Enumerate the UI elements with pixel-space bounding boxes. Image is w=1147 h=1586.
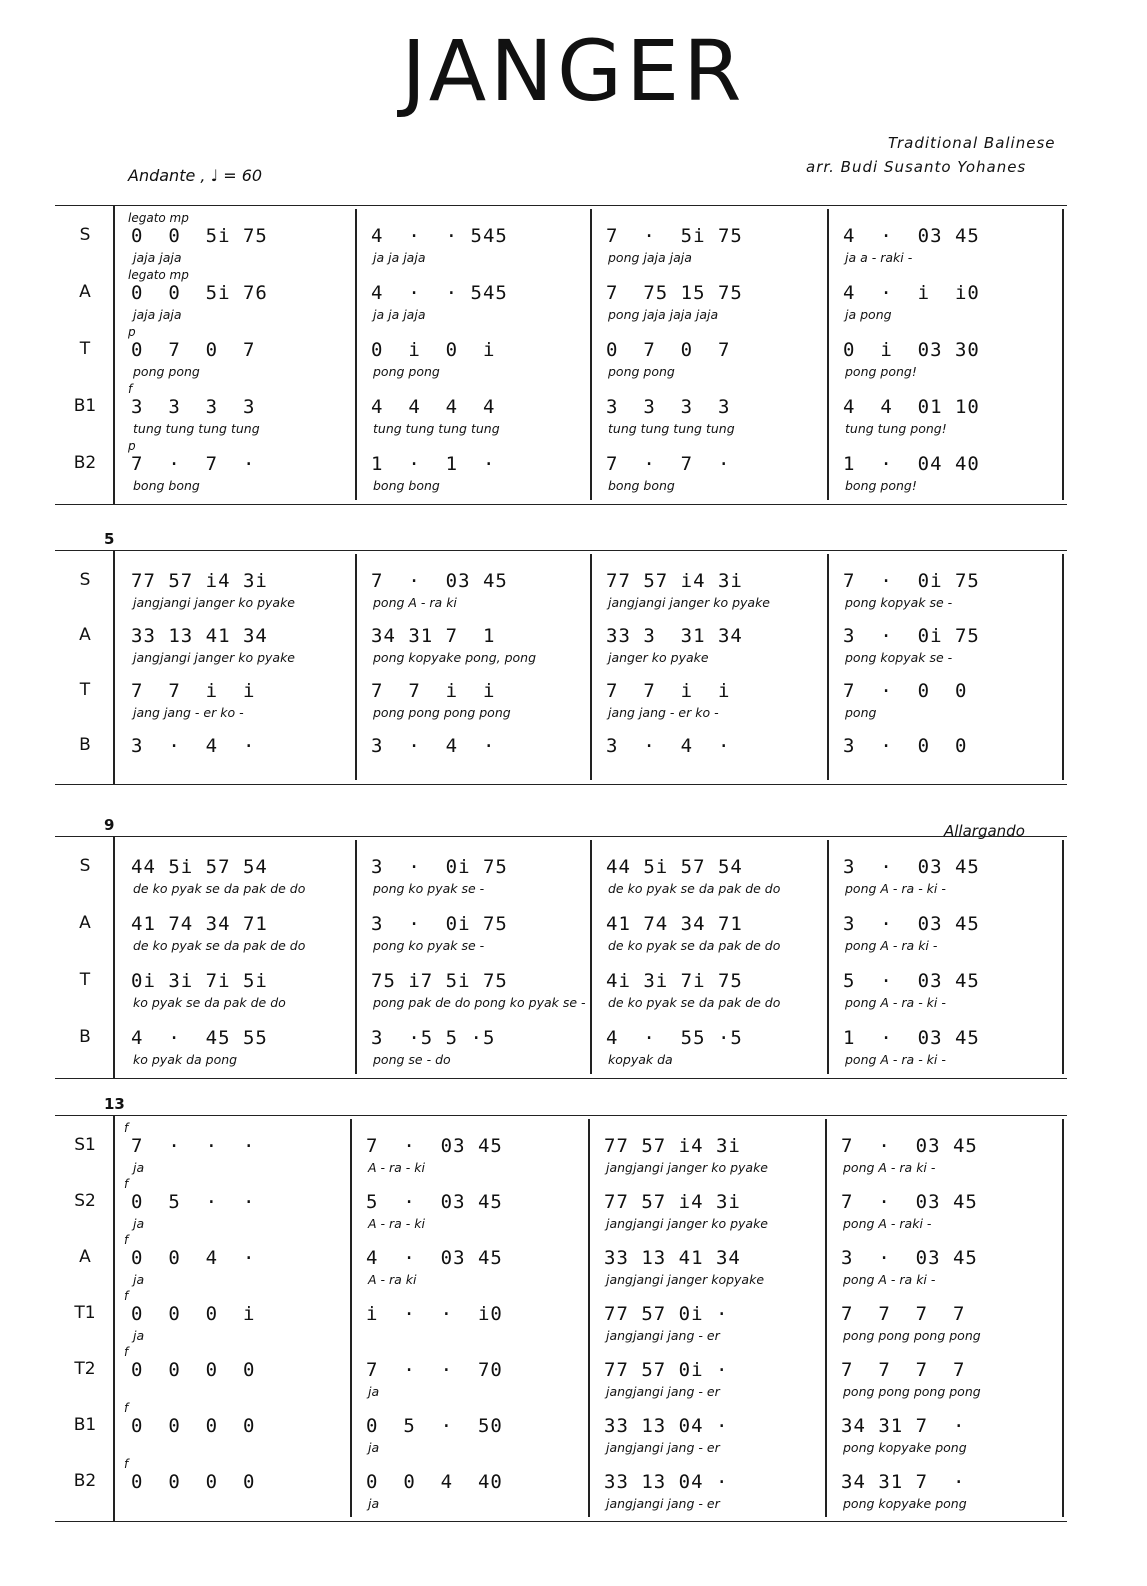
lyric-text: bong bong — [373, 478, 440, 493]
lyric-text: tung tung pong! — [845, 421, 947, 436]
lyric-text: pong A - ra - ki - — [845, 881, 946, 896]
measure-notes: 7 · 7 · — [131, 453, 256, 475]
voice-label: A — [79, 282, 91, 302]
measure-notes: 5 · 03 45 — [843, 970, 980, 992]
voice-label: T — [79, 339, 91, 359]
voice-label: A — [79, 1247, 91, 1267]
lyric-text: pong kopyak se - — [845, 595, 953, 610]
lyric-text: pong kopyake pong — [843, 1440, 967, 1455]
measure-notes: 4 · 55 ·5 — [606, 1027, 743, 1049]
measure-notes: 4 · · 545 — [371, 282, 508, 304]
lyric-text: pong pong pong pong — [373, 705, 511, 720]
lyric-text: ja ja jaja — [373, 307, 426, 322]
lyric-text: bong bong — [133, 478, 200, 493]
measure-notes: 7 7 7 7 — [841, 1359, 966, 1381]
dynamic-marking: f — [124, 1121, 129, 1135]
measure-notes: 4 · 03 45 — [366, 1247, 503, 1269]
lyric-text: pong kopyake pong, pong — [373, 650, 537, 665]
dynamic-marking: f — [124, 1177, 129, 1191]
barline — [590, 840, 592, 1074]
measure-notes: 77 57 0i · — [604, 1303, 729, 1325]
measure-notes: 1 · 03 45 — [843, 1027, 980, 1049]
lyric-text: pong se - do — [373, 1052, 451, 1067]
voice-label: S — [79, 225, 91, 245]
measure-notes: 77 57 i4 3i — [604, 1191, 741, 1213]
voice-label: B — [79, 1027, 91, 1047]
lyric-text: tung tung tung tung — [608, 421, 735, 436]
measure-notes: 7 · 0i 75 — [843, 570, 980, 592]
lyric-text: pong pong! — [845, 364, 917, 379]
lyric-text: ko pyak se da pak de do — [133, 995, 286, 1010]
measure-notes: 4 4 4 4 — [371, 396, 496, 418]
lyric-text: jaja jaja — [133, 250, 182, 265]
measure-notes: 3 · 0i 75 — [843, 625, 980, 647]
dynamic-marking: f — [124, 1401, 129, 1415]
lyric-text: tung tung tung tung — [133, 421, 260, 436]
lyric-text: jangjangi jang - er — [606, 1384, 720, 1399]
tempo-change-marking: Allargando — [944, 822, 1025, 840]
lyric-text: jangjangi jang - er — [606, 1496, 720, 1511]
system-top-line — [55, 550, 1067, 551]
measure-notes: 33 13 04 · — [604, 1471, 729, 1493]
measure-notes: 4 · · 545 — [371, 225, 508, 247]
system-top-line — [55, 1115, 1067, 1116]
measure-notes: 7 7 i i — [371, 680, 496, 702]
system-bottom-line — [55, 1078, 1067, 1079]
dynamic-marking: f — [124, 1457, 129, 1471]
voice-label: B2 — [73, 1471, 97, 1491]
lyric-text: de ko pyak se da pak de do — [133, 881, 306, 896]
lyric-text: ja — [368, 1496, 380, 1511]
dynamic-marking: f — [128, 382, 133, 396]
barline — [827, 840, 829, 1074]
lyric-text: ja pong — [845, 307, 892, 322]
measure-number: 5 — [104, 530, 115, 548]
measure-notes: 7 7 i i — [131, 680, 256, 702]
barline — [1062, 1119, 1064, 1517]
lyric-text: de ko pyak se da pak de do — [608, 938, 781, 953]
lyric-text: bong bong — [608, 478, 675, 493]
barline — [1062, 554, 1064, 780]
lyric-text: jang jang - er ko - — [133, 705, 244, 720]
lyric-text: ja — [133, 1160, 145, 1175]
barline — [825, 1119, 827, 1517]
measure-notes: 7 · 03 45 — [841, 1191, 978, 1213]
measure-notes: 7 7 7 7 — [841, 1303, 966, 1325]
voice-label: B1 — [73, 396, 97, 416]
lyric-text: ja — [368, 1384, 380, 1399]
measure-notes: 4 · 03 45 — [843, 225, 980, 247]
lyric-text: de ko pyak se da pak de do — [133, 938, 306, 953]
lyric-text: pong — [845, 705, 877, 720]
measure-notes: 4 4 01 10 — [843, 396, 980, 418]
lyric-text: jangjangi janger kopyake — [606, 1272, 765, 1287]
voice-label: B2 — [73, 453, 97, 473]
voice-label: A — [79, 913, 91, 933]
measure-notes: 0 0 0 0 — [131, 1471, 256, 1493]
system-bottom-line — [55, 784, 1067, 785]
lyric-text: ja — [133, 1216, 145, 1231]
measure-notes: 41 74 34 71 — [606, 913, 743, 935]
voice-label: S2 — [74, 1191, 96, 1211]
barline — [827, 554, 829, 780]
barline — [355, 554, 357, 780]
system-bracket — [113, 550, 115, 784]
lyric-text: pong A - ra - ki - — [845, 995, 946, 1010]
lyric-text: ja a - raki - — [845, 250, 913, 265]
measure-notes: 41 74 34 71 — [131, 913, 268, 935]
arranger-credit: arr. Budi Susanto Yohanes — [806, 158, 1027, 176]
measure-notes: 34 31 7 · — [841, 1471, 966, 1493]
measure-notes: 4 · 45 55 — [131, 1027, 268, 1049]
lyric-text: ko pyak da pong — [133, 1052, 238, 1067]
measure-notes: 0 i 03 30 — [843, 339, 980, 361]
lyric-text: pong A - raki - — [843, 1216, 932, 1231]
measure-notes: 44 5i 57 54 — [606, 856, 743, 878]
measure-notes: 7 · 0 0 — [843, 680, 968, 702]
barline — [590, 554, 592, 780]
voice-label: S — [79, 856, 91, 876]
lyric-text: jangjangi janger ko pyake — [133, 595, 295, 610]
lyric-text: pong A - ra ki — [373, 595, 457, 610]
lyric-text: jangjangi jang - er — [606, 1328, 720, 1343]
score-title: JANGER — [401, 22, 746, 120]
measure-notes: 0 0 5i 76 — [131, 282, 268, 304]
lyric-text: pong A - ra ki - — [843, 1160, 936, 1175]
system-bottom-line — [55, 504, 1067, 505]
lyric-text: janger ko pyake — [608, 650, 709, 665]
measure-notes: 3 · 4 · — [371, 735, 496, 757]
lyric-text: pong A - ra ki - — [845, 938, 938, 953]
lyric-text: pong A - ra ki - — [843, 1272, 936, 1287]
barline — [350, 1119, 352, 1517]
measure-notes: 0 0 0 0 — [131, 1415, 256, 1437]
dynamic-marking: f — [124, 1289, 129, 1303]
measure-notes: 33 13 41 34 — [604, 1247, 741, 1269]
measure-notes: 3 · 0 0 — [843, 735, 968, 757]
measure-notes: 77 57 0i · — [604, 1359, 729, 1381]
barline — [1062, 840, 1064, 1074]
measure-notes: 34 31 7 1 — [371, 625, 496, 647]
lyric-text: ja — [368, 1440, 380, 1455]
measure-notes: 0 7 0 7 — [131, 339, 256, 361]
measure-number: 13 — [104, 1095, 125, 1113]
system-bracket — [113, 205, 115, 504]
dynamic-marking: legato mp — [128, 211, 189, 225]
measure-notes: 0 0 0 i — [131, 1303, 256, 1325]
measure-notes: 3 3 3 3 — [131, 396, 256, 418]
measure-notes: 7 · 03 45 — [366, 1135, 503, 1157]
barline — [827, 209, 829, 500]
lyric-text: A - ra - ki — [368, 1216, 425, 1231]
lyric-text: pong pong — [373, 364, 440, 379]
voice-label: T2 — [74, 1359, 96, 1379]
measure-notes: 75 i7 5i 75 — [371, 970, 508, 992]
voice-label: T1 — [74, 1303, 96, 1323]
measure-notes: 7 · · · — [131, 1135, 256, 1157]
lyric-text: de ko pyak se da pak de do — [608, 881, 781, 896]
measure-notes: 3 3 3 3 — [606, 396, 731, 418]
measure-notes: 77 57 i4 3i — [606, 570, 743, 592]
measure-notes: 44 5i 57 54 — [131, 856, 268, 878]
measure-notes: 3 · 4 · — [606, 735, 731, 757]
system-top-line — [55, 836, 1067, 837]
voice-label: S — [79, 570, 91, 590]
lyric-text: tung tung tung tung — [373, 421, 500, 436]
measure-notes: 0 i 0 i — [371, 339, 496, 361]
measure-notes: 0 0 0 0 — [131, 1359, 256, 1381]
dynamic-marking: f — [124, 1233, 129, 1247]
measure-notes: 3 · 03 45 — [843, 913, 980, 935]
measure-notes: 3 · 03 45 — [843, 856, 980, 878]
system-bracket — [113, 836, 115, 1078]
composer-credit: Traditional Balinese — [888, 134, 1056, 152]
lyric-text: kopyak da — [608, 1052, 673, 1067]
voice-label: T — [79, 680, 91, 700]
dynamic-marking: f — [124, 1345, 129, 1359]
barline — [588, 1119, 590, 1517]
barline — [1062, 209, 1064, 500]
measure-notes: 34 31 7 · — [841, 1415, 966, 1437]
lyric-text: pong pong — [133, 364, 200, 379]
lyric-text: jangjangi janger ko pyake — [133, 650, 295, 665]
lyric-text: jangjangi jang - er — [606, 1440, 720, 1455]
system-top-line — [55, 205, 1067, 206]
lyric-text: A - ra - ki — [368, 1160, 425, 1175]
tempo-marking: Andante , ♩ = 60 — [128, 166, 263, 185]
lyric-text: pong kopyake pong — [843, 1496, 967, 1511]
lyric-text: pong pak de do pong ko pyak se - — [373, 995, 586, 1010]
measure-notes: 0 0 4 40 — [366, 1471, 503, 1493]
measure-notes: 7 · 03 45 — [371, 570, 508, 592]
lyric-text: ja ja jaja — [373, 250, 426, 265]
measure-notes: 77 57 i4 3i — [604, 1135, 741, 1157]
voice-label: A — [79, 625, 91, 645]
measure-notes: 7 · 7 · — [606, 453, 731, 475]
measure-notes: 4i 3i 7i 75 — [606, 970, 743, 992]
measure-notes: 4 · i i0 — [843, 282, 980, 304]
measure-notes: 3 ·5 5 ·5 — [371, 1027, 496, 1049]
lyric-text: jangjangi janger ko pyake — [608, 595, 770, 610]
measure-notes: 77 57 i4 3i — [131, 570, 268, 592]
lyric-text: pong pong pong pong — [843, 1384, 981, 1399]
measure-notes: 5 · 03 45 — [366, 1191, 503, 1213]
lyric-text: de ko pyak se da pak de do — [608, 995, 781, 1010]
measure-notes: 7 7 i i — [606, 680, 731, 702]
lyric-text: ja — [133, 1328, 145, 1343]
measure-notes: 7 · 03 45 — [841, 1135, 978, 1157]
lyric-text: pong pong — [608, 364, 675, 379]
measure-notes: 0 5 · · — [131, 1191, 256, 1213]
lyric-text: pong pong pong pong — [843, 1328, 981, 1343]
dynamic-marking: p — [128, 325, 136, 339]
lyric-text: pong ko pyak se - — [373, 881, 485, 896]
voice-label: B — [79, 735, 91, 755]
lyric-text: pong jaja jaja jaja — [608, 307, 719, 322]
voice-label: S1 — [74, 1135, 96, 1155]
measure-notes: 3 · 4 · — [131, 735, 256, 757]
system-bottom-line — [55, 1521, 1067, 1522]
dynamic-marking: p — [128, 439, 136, 453]
barline — [590, 209, 592, 500]
lyric-text: pong jaja jaja — [608, 250, 692, 265]
lyric-text: jangjangi janger ko pyake — [606, 1216, 768, 1231]
lyric-text: A - ra ki — [368, 1272, 417, 1287]
measure-notes: 0 7 0 7 — [606, 339, 731, 361]
measure-notes: 7 75 15 75 — [606, 282, 743, 304]
measure-notes: 0i 3i 7i 5i — [131, 970, 268, 992]
lyric-text: ja — [133, 1272, 145, 1287]
lyric-text: jang jang - er ko - — [608, 705, 719, 720]
measure-notes: 1 · 1 · — [371, 453, 496, 475]
measure-notes: 0 0 5i 75 — [131, 225, 268, 247]
system-bracket — [113, 1115, 115, 1521]
measure-number: 9 — [104, 816, 115, 834]
voice-label: B1 — [73, 1415, 97, 1435]
dynamic-marking: legato mp — [128, 268, 189, 282]
measure-notes: i · · i0 — [366, 1303, 503, 1325]
lyric-text: jangjangi janger ko pyake — [606, 1160, 768, 1175]
voice-label: T — [79, 970, 91, 990]
barline — [355, 209, 357, 500]
measure-notes: 3 · 03 45 — [841, 1247, 978, 1269]
lyric-text: pong kopyak se - — [845, 650, 953, 665]
lyric-text: bong pong! — [845, 478, 917, 493]
lyric-text: pong ko pyak se - — [373, 938, 485, 953]
measure-notes: 7 · · 70 — [366, 1359, 503, 1381]
lyric-text: pong A - ra - ki - — [845, 1052, 946, 1067]
measure-notes: 1 · 04 40 — [843, 453, 980, 475]
measure-notes: 0 5 · 50 — [366, 1415, 503, 1437]
barline — [355, 840, 357, 1074]
lyric-text: jaja jaja — [133, 307, 182, 322]
measure-notes: 0 0 4 · — [131, 1247, 256, 1269]
measure-notes: 3 · 0i 75 — [371, 856, 508, 878]
measure-notes: 33 3 31 34 — [606, 625, 743, 647]
measure-notes: 33 13 04 · — [604, 1415, 729, 1437]
measure-notes: 3 · 0i 75 — [371, 913, 508, 935]
measure-notes: 7 · 5i 75 — [606, 225, 743, 247]
measure-notes: 33 13 41 34 — [131, 625, 268, 647]
